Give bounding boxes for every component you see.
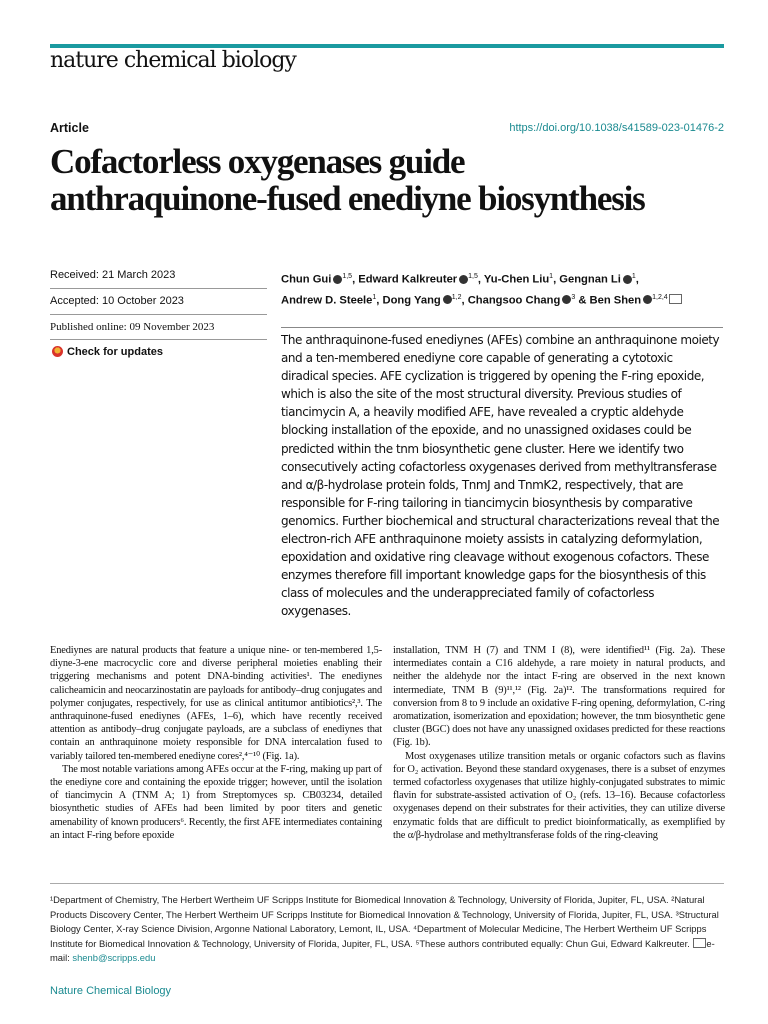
divider bbox=[50, 288, 267, 289]
paragraph: The most notable variations among AFEs occur at the F-ring, making up part of the enediyne core and containing the epoxide trigger; however, until the isolation of tiancimycin A (TNM A; 1) from Streptomyces sp. CB03234, detailed biosynthetic studies of AFEs had been limited by poor titers and genetic amenability of known producers⁶. Recently, the first AFE intermediates containing an intact F-ring before epoxide bbox=[50, 763, 382, 841]
author-sup: 1 bbox=[549, 273, 554, 280]
author-sep: , bbox=[352, 273, 359, 286]
orcid-icon[interactable] bbox=[333, 275, 342, 284]
author-line-1 bbox=[281, 268, 731, 289]
author-sup: 1,2,4 bbox=[652, 293, 668, 301]
author[interactable]: Andrew D. Steele bbox=[281, 294, 373, 307]
author-sup: 3 bbox=[571, 293, 576, 301]
footer-journal: Nature Chemical Biology bbox=[50, 985, 172, 997]
author-sep: & bbox=[575, 294, 590, 307]
author-sup: 1 bbox=[631, 273, 636, 280]
divider bbox=[50, 314, 267, 315]
author-sup: 1,5 bbox=[342, 273, 353, 280]
abstract bbox=[281, 331, 721, 621]
author-sep: , bbox=[477, 273, 484, 286]
author-sup: 1 bbox=[372, 293, 377, 301]
check-updates-label: Check for updates bbox=[67, 346, 163, 358]
author[interactable]: Chun Gui bbox=[281, 273, 332, 286]
affiliation-text: ¹Department of Chemistry, The Herbert Wertheim UF Scripps Institute for Biomedical Innovation & Technology, University of Florida, Jupiter, FL, USA. ²Natural Products Discovery Center, The Herbert Wertheim UF Scripps Institute for Biomedical Innovation & Technology, University of Florida, Jupiter, FL, USA. ³Structural Biology Center, X-ray Science Division, Argonne National Laboratory, Lemont, IL, USA. ⁴Department of Molecular Medicine, The Herbert Wertheim UF Scripps Institute for Biomedical Innovation & Technology, University of Florida, Jupiter, FL, USA. ⁵These authors contributed equally: Chun Gui, Edward Kalkreuter. bbox=[50, 894, 719, 949]
doi-link[interactable]: https://doi.org/10.1038/s41589-023-01476-2 bbox=[509, 122, 724, 134]
author[interactable]: Changsoo Chang bbox=[467, 294, 561, 307]
title-line-2: anthraquinone-fused enediyne biosynthesis bbox=[50, 179, 645, 218]
author-sep: , bbox=[461, 294, 468, 307]
orcid-icon[interactable] bbox=[623, 275, 632, 284]
divider bbox=[50, 339, 267, 340]
title-line-1: Cofactorless oxygenases guide bbox=[50, 142, 465, 181]
journal-name: nature chemical biology bbox=[50, 48, 296, 73]
paragraph: installation, TNM H (7) and TNM I (8), were identified¹¹ (Fig. 2a). These intermediates contain a C16 aldehyde, a rare moiety in natural products, and neither the aldehyde nor the intact F-ring are observed in the next known intermediate, TNM B (9)¹¹,¹² (Fig. 2a)¹². The transformations required for conversion from 8 to 9 include an oxidative F-ring opening, deformylation, C-ring aromatization, isomerization and epoxidation; however, the tnm biosynthetic gene cluster (BGC) does not have any unassigned oxidases predicted for these reactions (Fig. 1b). bbox=[393, 645, 725, 749]
abstract-text: The anthraquinone-fused enediynes (AFEs) combine an anthraquinone moiety and a ten-membered enediyne core capable of generating a cytotoxic diradical species. AFE cyclization is triggered by opening the F-ring epoxide, which is also the site of the most structural diversity. Previous studies of tiancimycin A, a heavily modified AFE, have revealed a cryptic aldehyde blocking installation of the epoxide, and no unassigned oxidases could be predicted within the tnm biosynthetic gene cluster. Here we identify two consecutively acting cofactorless oxygenases derived from methyltransferase and α/β-hydrolase protein folds, TnmJ and TnmK2, respectively, that are responsible for F-ring tailoring in tiancimycin biosynthesis by comparative genomics. Further biochemical and structural characterizations reveal that the electron-rich AFE anthraquinone moiety assists in catalyzing deformylation, epoxidation and oxidative ring cleavage without exogenous cofactors. These enzymes therefore fill important knowledge gaps for the biosynthesis of this class of molecules and the underappreciated family of cofactorless oxygenases. bbox=[281, 333, 720, 619]
article-title bbox=[50, 143, 740, 217]
email-link[interactable]: shenb@scripps.edu bbox=[72, 952, 156, 964]
orcid-icon[interactable] bbox=[443, 295, 452, 304]
author-sup: 1,2 bbox=[451, 293, 462, 301]
author-sup: 1,5 bbox=[468, 273, 478, 280]
abstract-divider bbox=[281, 327, 723, 328]
email-label: e-mail: bbox=[50, 937, 715, 964]
author-list bbox=[281, 268, 731, 309]
received-date: Received: 21 March 2023 bbox=[50, 269, 176, 281]
orcid-icon[interactable] bbox=[643, 295, 652, 304]
author-line-2 bbox=[281, 289, 731, 310]
footnote-divider bbox=[50, 883, 724, 884]
check-updates-icon bbox=[52, 346, 63, 357]
paragraph: Enediynes are natural products that feature a unique nine- or ten-membered 1,5-diyne-3-ene macrocyclic core and diverse peripheral moieties enabling their triggering mechanisms and potent DNA-binding activities¹. The enediynes calicheamicin and neocarzinostatin are payloads for antibody–drug conjugates and polymer conjugates, respectively, for use as clinical antitumor antibiotics²,³. The anthraquinone-fused enediynes (AFEs, 1–6), which have recently received attention as antibody–drug conjugate payloads, are a subclass of enediynes that contain an anthraquinone moiety responsible for DNA intercalation fused to variably tailored ten-membered enediyne cores²,⁴⁻¹⁰ (Fig. 1a). bbox=[50, 645, 382, 762]
published-date: Published online: 09 November 2023 bbox=[50, 321, 215, 333]
check-updates-button[interactable] bbox=[52, 346, 163, 358]
author[interactable]: Edward Kalkreuter bbox=[358, 273, 458, 286]
author-sep: , bbox=[376, 294, 383, 307]
orcid-icon[interactable] bbox=[562, 295, 571, 304]
author[interactable]: Gengnan Li bbox=[559, 273, 621, 286]
author[interactable]: Yu-Chen Liu bbox=[483, 273, 550, 286]
affiliations bbox=[50, 893, 730, 966]
author[interactable]: Dong Yang bbox=[382, 294, 441, 307]
mail-icon[interactable] bbox=[669, 294, 682, 304]
article-type: Article bbox=[50, 121, 89, 135]
author-sep: , bbox=[553, 273, 560, 286]
body-column-right bbox=[393, 644, 725, 842]
mail-icon bbox=[693, 938, 706, 948]
orcid-icon[interactable] bbox=[459, 275, 468, 284]
body-column-left bbox=[50, 644, 382, 842]
accepted-date: Accepted: 10 October 2023 bbox=[50, 295, 184, 307]
author-sep: , bbox=[635, 273, 639, 286]
author[interactable]: Ben Shen bbox=[589, 294, 642, 307]
paragraph: Most oxygenases utilize transition metals or organic cofactors such as flavins for O₂ activation. Beyond these standard oxygenases, there is a subset of enzymes termed cofactorless oxygenases that utilize highly-conjugated substrates to mimic flavin for substrate-assisted activation of O₂ (refs. 13–16). Because cofactorless oxygenases depend on their substrates for their activities, they can utilize diverse enzymatic folds that are difficult to predict bioinformatically, as exemplified by the α/β-hydrolase and methyltransferase folds of the ring-cleaving bbox=[393, 750, 725, 841]
